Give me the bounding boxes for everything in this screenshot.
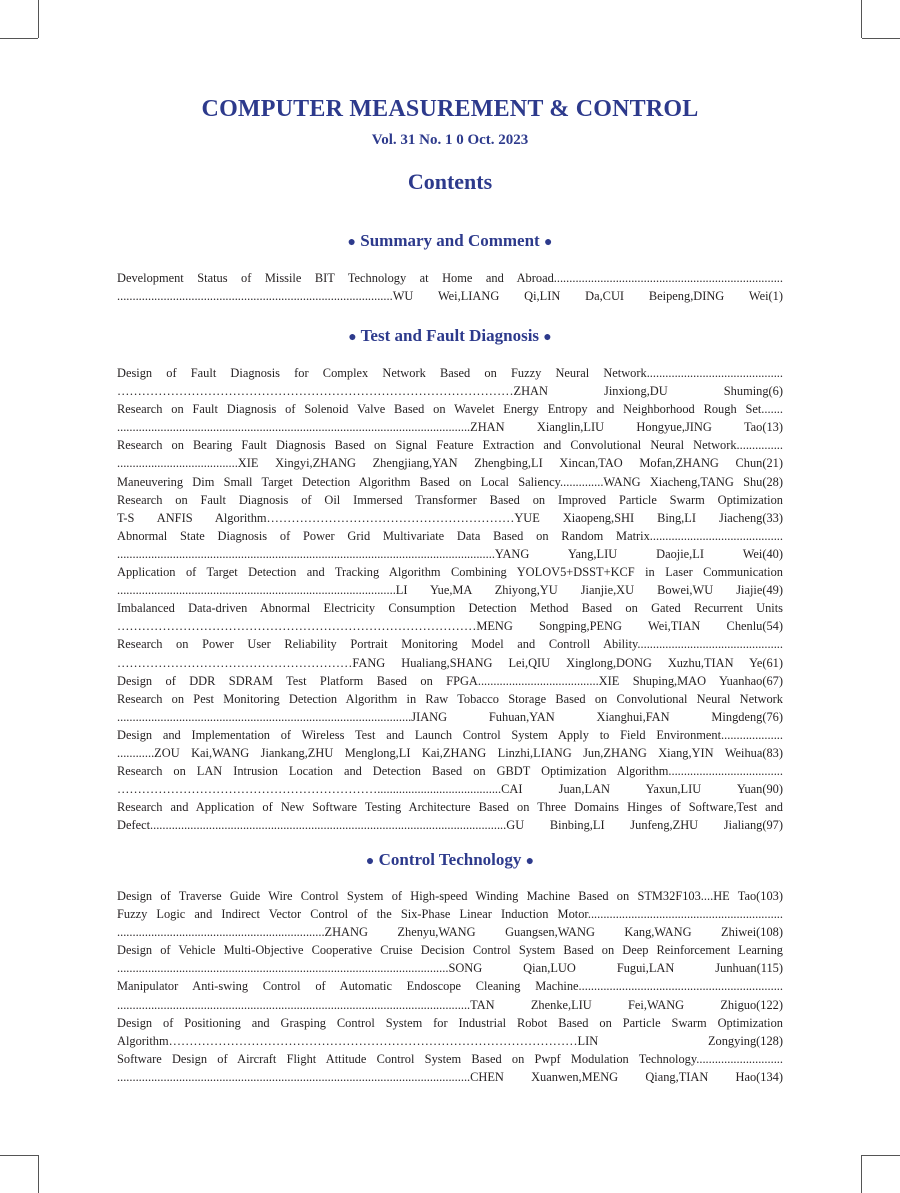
- toc-entry: [117, 1014, 783, 1050]
- toc-entry: [117, 977, 783, 1013]
- toc-entry: [117, 887, 783, 905]
- crop-mark: [862, 38, 900, 39]
- toc-entry-line: ...................................................................ZHANG Zhenyu,WANG Guangsen,WANG Kang,WANG Zhiwei(108): [117, 925, 783, 940]
- toc-entry-line: Design of Vehicle Multi-Objective Cooperative Cruise Decision Control System Based on Deep Reinforcement Learning: [117, 943, 783, 958]
- crop-mark: [861, 0, 862, 38]
- toc-entry-line: Research on Pest Monitoring Detection Algorithm in Raw Tobacco Storage Based on Convolutional Neural Network: [117, 691, 783, 706]
- crop-mark: [38, 1155, 39, 1193]
- toc-entry-line: ……………………………………………………………………………………ZHAN Jinxiong,DU Shuming(6): [117, 384, 783, 399]
- bullet-icon: ●: [365, 854, 375, 869]
- section-title: Test and Fault Diagnosis: [360, 326, 540, 345]
- journal-title: COMPUTER MEASUREMENT & CONTROL: [201, 96, 699, 122]
- toc-entry-line: ..........................................................................................................................YANG Yang,LIU Daojie,LI Wei(40): [117, 546, 783, 561]
- toc-entry-line: .......................................XIE Xingyi,ZHANG Zhengjiang,YAN Zhengbing,LI Xincan,TAO Mofan,ZHANG Chun(21): [117, 456, 783, 471]
- toc-entry-line: Maneuvering Dim Small Target Detection Algorithm Based on Local Saliency..............WANG Xiacheng,TANG Shu(28): [117, 474, 783, 489]
- toc-entry-line: ..................................................................................................................TAN Zhenke,LIU Fei,WANG Zhiguo(122): [117, 997, 783, 1012]
- toc-entry: [117, 527, 783, 563]
- toc-entry-line: ...........................................................................................................SONG Qian,LUO Fugui,LAN Junhuan(115): [117, 961, 783, 976]
- toc-entry-line: Defect...................................................................................................................GU Binbing,LI Junfeng,ZHU Jialiang(97): [117, 818, 783, 833]
- bullet-icon: ●: [347, 235, 357, 250]
- crop-mark: [0, 38, 38, 39]
- section-title: Control Technology: [378, 850, 522, 869]
- toc-entry-line: ……………………………………………………………………………MENG Songping,PENG Wei,TIAN Chenlu(54): [117, 619, 783, 634]
- toc-entry: [117, 491, 783, 527]
- toc-entry-line: .........................................................................................WU Wei,LIANG Qi,LIN Da,CUI Beipeng,DING Wei(1): [117, 289, 783, 304]
- toc-entry: [117, 905, 783, 941]
- crop-mark: [862, 1155, 900, 1156]
- toc-entry-line: ..........................................................................................LI Yue,MA Zhiyong,YU Jianjie,XU Bowei,WU Jiajie(49): [117, 583, 783, 598]
- toc-entry: [117, 941, 783, 977]
- toc-entry: [117, 436, 783, 472]
- toc-entry: [117, 690, 783, 726]
- issue-info: Vol. 31 No. 1 0 Oct. 2023: [371, 132, 529, 148]
- toc-entry-line: Design of Positioning and Grasping Control System for Industrial Robot Based on Particle Swarm Optimization: [117, 1015, 783, 1030]
- toc-entry: [117, 672, 783, 690]
- toc-entry-line: Research on Power User Reliability Portrait Monitoring Model and Controll Ability...............................................: [117, 637, 783, 652]
- toc-entry: [117, 269, 783, 305]
- toc-entry: [117, 726, 783, 762]
- toc-entry: [117, 635, 783, 671]
- toc-entry-line: Software Design of Aircraft Flight Attitude Control System Based on Pwpf Modulation Technology............................: [117, 1051, 783, 1066]
- toc-entry: [117, 400, 783, 436]
- toc-entry-line: Manipulator Anti-swing Control of Automatic Endoscope Cleaning Machine..................................................................: [117, 979, 783, 994]
- toc-entry-line: T-S ANFIS Algorithm……………………………………………………YUE Xiaopeng,SHI Bing,LI Jiacheng(33): [117, 510, 783, 525]
- toc-entry: [117, 599, 783, 635]
- toc-entry-line: Development Status of Missile BIT Technology at Home and Abroad..........................................................................: [117, 271, 783, 285]
- bullet-icon: ●: [525, 854, 535, 869]
- toc-entry-line: Research and Application of New Software Testing Architecture Based on Three Domains Hinges of Software,Test and: [117, 800, 783, 815]
- toc-entry-line: Research on Fault Diagnosis of Solenoid Valve Based on Wavelet Energy Entropy and Neighborhood Rough Set.......: [117, 402, 783, 417]
- toc-entry: [117, 762, 783, 798]
- bullet-icon: ●: [348, 330, 357, 345]
- bullet-icon: ●: [543, 235, 553, 250]
- section-title: Summary and Comment: [360, 231, 540, 250]
- toc-entry-line: Research on Fault Diagnosis of Oil Immersed Transformer Based on Improved Particle Swarm Optimization: [117, 492, 783, 507]
- toc-entry-line: ...............................................................................................JIANG Fuhuan,YAN Xianghui,FAN Mingdeng(76): [117, 709, 783, 724]
- toc-entry-line: ………………………………………………………........................................CAI Juan,LAN Yaxun,LIU Yuan(90): [117, 782, 783, 797]
- section-heading: [117, 326, 783, 346]
- contents-heading: Contents: [407, 169, 493, 194]
- toc-entry: [117, 473, 783, 491]
- toc-entry-line: Abnormal State Diagnosis of Power Grid Multivariate Data Based on Random Matrix...........................................: [117, 528, 783, 543]
- crop-mark: [0, 1155, 38, 1156]
- toc-entry-line: ..................................................................................................................ZHAN Xianglin,LIU Hongyue,JING Tao(13): [117, 420, 783, 435]
- section-entries: [117, 887, 783, 1086]
- section-entries: [117, 269, 783, 305]
- toc-entry-line: …………………………………………………FANG Hualiang,SHANG Lei,QIU Xinglong,DONG Xuzhu,TIAN Ye(61): [117, 655, 783, 670]
- section-entries: [117, 364, 783, 834]
- crop-mark: [38, 0, 39, 38]
- toc-entry-line: ..................................................................................................................CHEN Xuanwen,MENG Qiang,TIAN Hao(134): [117, 1069, 783, 1084]
- toc-entry-line: Application of Target Detection and Tracking Algorithm Combining YOLOV5+DSST+KCF in Laser Communication: [117, 565, 783, 580]
- toc-entry-line: Imbalanced Data-driven Abnormal Electricity Consumption Detection Method Based on Gated Recurrent Units: [117, 601, 783, 616]
- bullet-icon: ●: [543, 330, 552, 345]
- toc-entry-line: Design of Traverse Guide Wire Control System of High-speed Winding Machine Based on STM32F103....HE Tao(103): [117, 889, 783, 903]
- toc-entry-line: ............ZOU Kai,WANG Jiankang,ZHU Menglong,LI Kai,ZHANG Linzhi,LIANG Jun,ZHANG Xiang,YIN Weihua(83): [117, 745, 783, 760]
- toc-entry-line: Design and Implementation of Wireless Test and Launch Control System Apply to Field Environment....................: [117, 727, 783, 742]
- crop-mark: [861, 1155, 862, 1193]
- toc-entry-line: Research on LAN Intrusion Location and Detection Based on GBDT Optimization Algorithm.....................................: [117, 764, 783, 779]
- toc-entry-line: Design of DDR SDRAM Test Platform Based on FPGA.......................................XIE Shuping,MAO Yuanhao(67): [117, 673, 783, 688]
- toc-entry-line: Fuzzy Logic and Indirect Vector Control of the Six-Phase Linear Induction Motor...............................................................: [117, 907, 783, 922]
- toc-entry: [117, 1050, 783, 1086]
- section-heading: [117, 850, 783, 870]
- toc-entry-line: Algorithm………………………………………………………………………………………LIN Zongying(128): [117, 1033, 783, 1048]
- toc-entry: [117, 563, 783, 599]
- toc-entry-line: Design of Fault Diagnosis for Complex Network Based on Fuzzy Neural Network............................................: [117, 366, 783, 380]
- toc-entry: [117, 798, 783, 834]
- section-heading: [117, 231, 783, 251]
- toc-entry: [117, 364, 783, 400]
- toc-entry-line: Research on Bearing Fault Diagnosis Based on Signal Feature Extraction and Convolutional Neural Network...............: [117, 438, 783, 453]
